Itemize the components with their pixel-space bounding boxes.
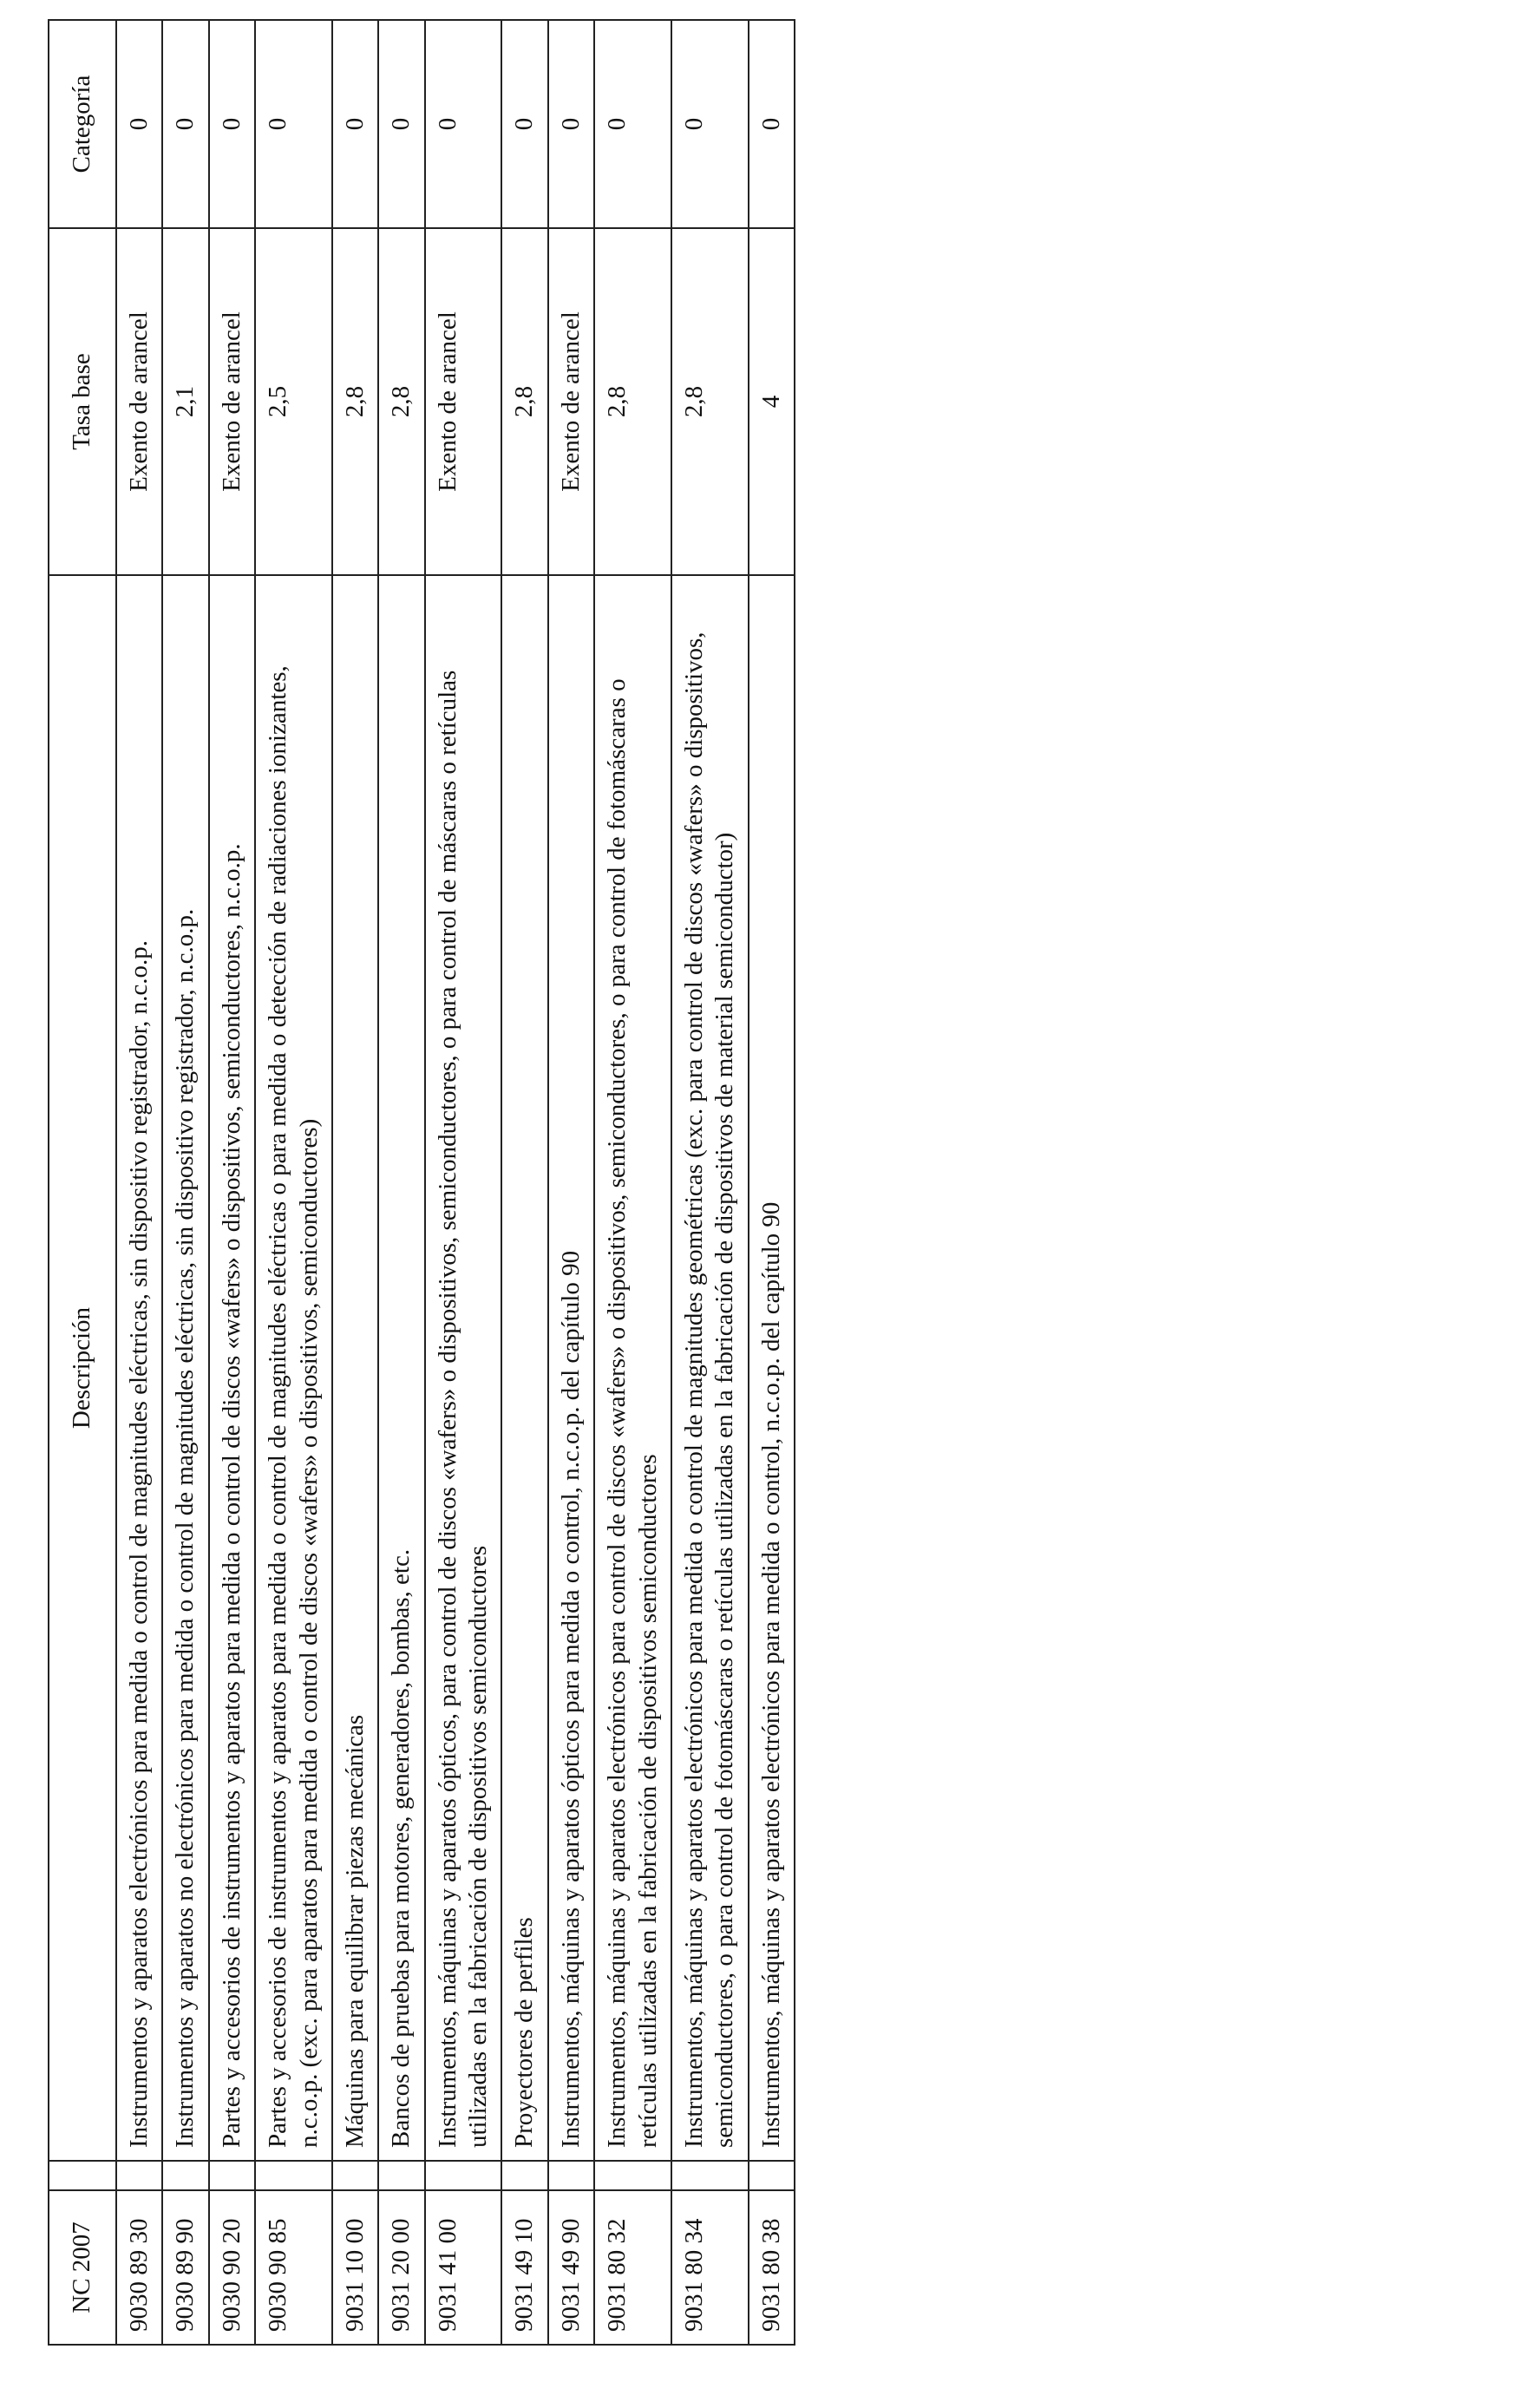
description-cell: Instrumentos y aparatos electrónicos para medida o control de magnitudes eléctricas, sin dispositivo registrador, n.c.o.p.	[116, 575, 162, 2161]
nc-code-cell: 9031 80 34	[671, 2190, 749, 2345]
spacer-cell	[671, 2161, 749, 2190]
spacer-cell	[425, 2161, 502, 2190]
spacer-cell	[548, 2161, 594, 2190]
header-category: Categoría	[49, 20, 116, 228]
table-row	[162, 20, 208, 2345]
table-row	[332, 20, 378, 2345]
base-rate-cell: 2,8	[501, 228, 547, 575]
header-nc: NC 2007	[49, 2190, 116, 2345]
category-cell: 0	[332, 20, 378, 228]
nc-code-cell: 9031 49 10	[501, 2190, 547, 2345]
category-cell: 0	[548, 20, 594, 228]
spacer-cell	[501, 2161, 547, 2190]
description-cell: Instrumentos, máquinas y aparatos electrónicos para medida o control, n.c.o.p. del capítulo 90	[749, 575, 795, 2161]
description-cell: Bancos de pruebas para motores, generadores, bombas, etc.	[378, 575, 424, 2161]
description-cell: Instrumentos, máquinas y aparatos electrónicos para control de discos «wafers» o dispositivos, semiconductores, o para control de fotomáscaras o retículas utilizadas en la fabricación de dispositivos semiconductores	[594, 575, 671, 2161]
category-cell: 0	[594, 20, 671, 228]
base-rate-cell: 2,8	[594, 228, 671, 575]
header-row	[49, 20, 116, 2345]
nc-code-cell: 9030 90 85	[255, 2190, 332, 2345]
category-cell: 0	[209, 20, 255, 228]
base-rate-cell: Exento de arancel	[548, 228, 594, 575]
base-rate-cell: 4	[749, 228, 795, 575]
description-cell: Instrumentos, máquinas y aparatos ópticos, para control de discos «wafers» o dispositivos, semiconductores, o para control de máscaras o retículas utilizadas en la fabricación de dispositivos semiconductores	[425, 575, 502, 2161]
nc-code-cell: 9031 80 32	[594, 2190, 671, 2345]
category-cell: 0	[425, 20, 502, 228]
nc-code-cell: 9030 89 90	[162, 2190, 208, 2345]
nc-code-cell: 9030 90 20	[209, 2190, 255, 2345]
table-row	[548, 20, 594, 2345]
nc-code-cell: 9031 20 00	[378, 2190, 424, 2345]
spacer-cell	[255, 2161, 332, 2190]
table-row	[425, 20, 502, 2345]
spacer-cell	[378, 2161, 424, 2190]
description-cell: Máquinas para equilibrar piezas mecánicas	[332, 575, 378, 2161]
spacer-cell	[594, 2161, 671, 2190]
description-cell: Instrumentos, máquinas y aparatos ópticos para medida o control, n.c.o.p. del capítulo 90	[548, 575, 594, 2161]
category-cell: 0	[378, 20, 424, 228]
base-rate-cell: 2,8	[378, 228, 424, 575]
table-row	[594, 20, 671, 2345]
spacer-cell	[749, 2161, 795, 2190]
category-cell: 0	[162, 20, 208, 228]
description-cell: Partes y accesorios de instrumentos y aparatos para medida o control de discos «wafers» o dispositivos, semiconductores, n.c.o.p.	[209, 575, 255, 2161]
nc-code-cell: 9031 80 38	[749, 2190, 795, 2345]
nc-code-cell: 9031 49 90	[548, 2190, 594, 2345]
category-cell: 0	[501, 20, 547, 228]
category-cell: 0	[255, 20, 332, 228]
table-row	[378, 20, 424, 2345]
description-cell: Instrumentos y aparatos no electrónicos para medida o control de magnitudes eléctricas, sin dispositivo registrador, n.c.o.p.	[162, 575, 208, 2161]
table-row	[671, 20, 749, 2345]
description-cell: Partes y accesorios de instrumentos y aparatos para medida o control de magnitudes eléctricas o para medida o detección de radiaciones ionizantes, n.c.o.p. (exc. para aparatos para medida o control de discos «wafers» o dispositivos, semiconductores)	[255, 575, 332, 2161]
nc-code-cell: 9031 41 00	[425, 2190, 502, 2345]
table-row	[209, 20, 255, 2345]
category-cell: 0	[749, 20, 795, 228]
table-row	[116, 20, 162, 2345]
base-rate-cell: 2,5	[255, 228, 332, 575]
base-rate-cell: Exento de arancel	[425, 228, 502, 575]
spacer-cell	[116, 2161, 162, 2190]
table-row	[749, 20, 795, 2345]
table-row	[255, 20, 332, 2345]
header-description: Descripción	[49, 575, 116, 2161]
base-rate-cell: 2,8	[332, 228, 378, 575]
base-rate-cell: 2,1	[162, 228, 208, 575]
nc-code-cell: 9030 89 30	[116, 2190, 162, 2345]
category-cell: 0	[116, 20, 162, 228]
table-body	[116, 20, 795, 2345]
base-rate-cell: 2,8	[671, 228, 749, 575]
spacer-cell	[209, 2161, 255, 2190]
base-rate-cell: Exento de arancel	[209, 228, 255, 575]
description-cell: Proyectores de perfiles	[501, 575, 547, 2161]
spacer-cell	[332, 2161, 378, 2190]
tariff-table	[48, 19, 795, 2346]
category-cell: 0	[671, 20, 749, 228]
nc-code-cell: 9031 10 00	[332, 2190, 378, 2345]
spacer-cell	[162, 2161, 208, 2190]
description-cell: Instrumentos, máquinas y aparatos electrónicos para medida o control de magnitudes geométricas (exc. para control de discos «wafers» o dispositivos, semiconductores, o para control de fotomáscaras o retículas utilizadas en la fabricación de dispositivos de material semiconductor)	[671, 575, 749, 2161]
table-row	[501, 20, 547, 2345]
header-spacer	[49, 2161, 116, 2190]
header-rate: Tasa base	[49, 228, 116, 575]
base-rate-cell: Exento de arancel	[116, 228, 162, 575]
